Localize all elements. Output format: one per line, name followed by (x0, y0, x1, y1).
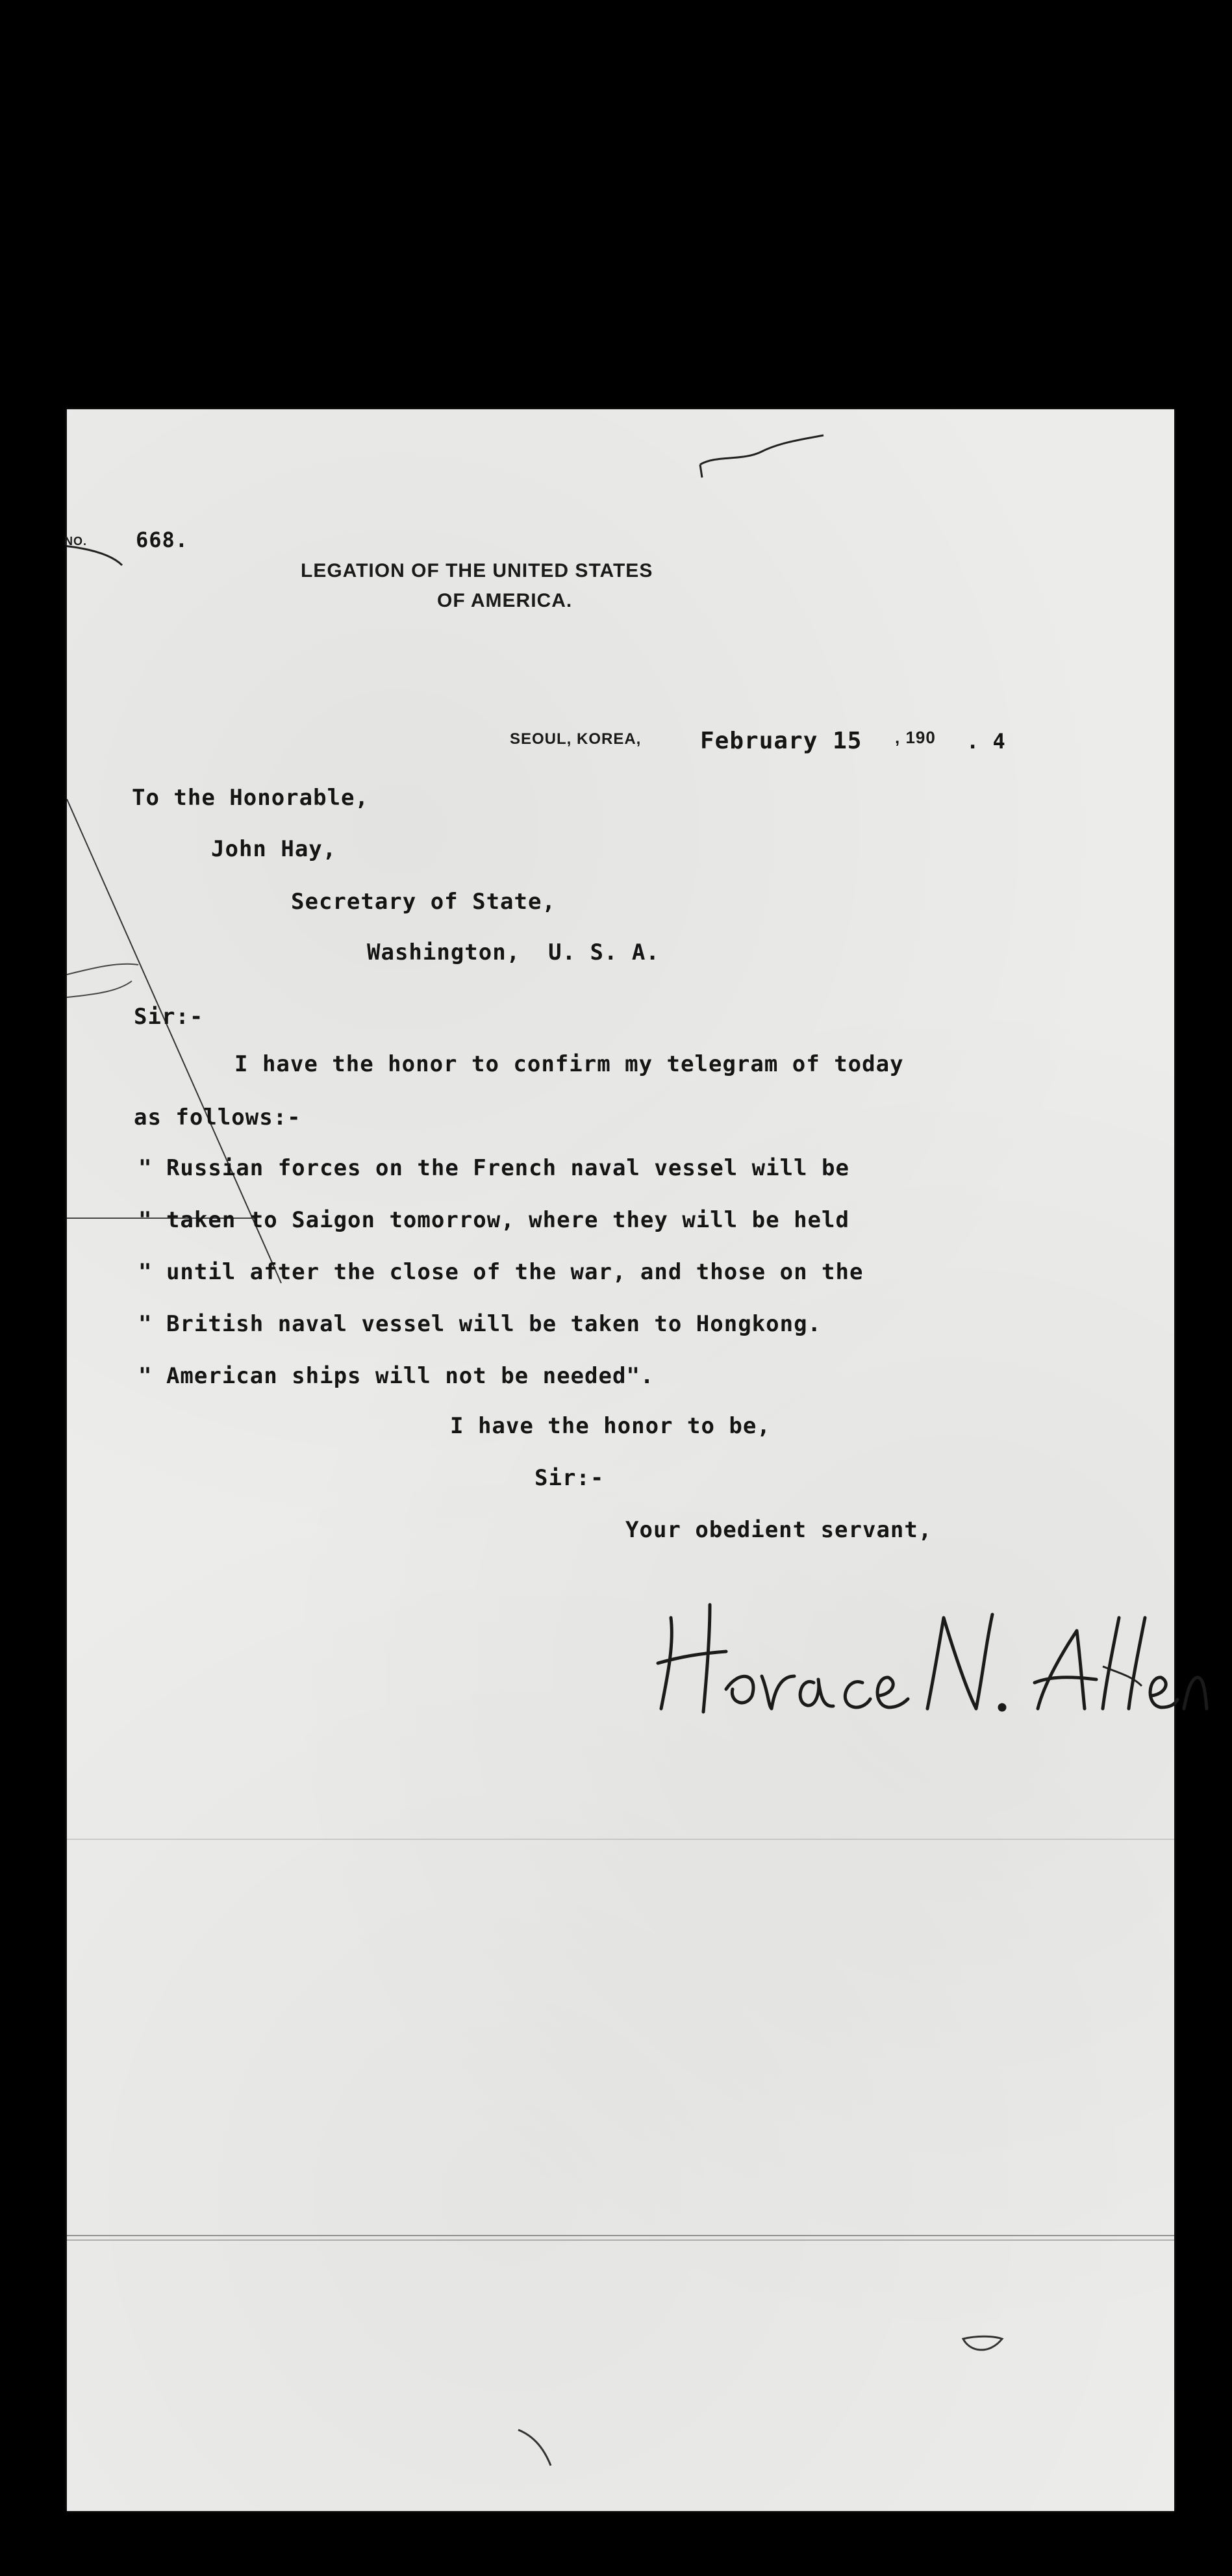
handwritten-signature (648, 1579, 1220, 1735)
quote-line-1: " Russian forces on the French naval vessel will be (138, 1155, 849, 1181)
body-line-1: I have the honor to confirm my telegram of today (234, 1051, 904, 1077)
dateline-year-prefix: , 190 (895, 728, 936, 747)
closing-line-2: Sir:- (534, 1465, 605, 1491)
address-line-3: Secretary of State, (291, 889, 556, 915)
address-line-4: Washington, U. S. A. (367, 939, 660, 965)
address-line-1: To the Honorable, (132, 785, 369, 811)
quote-line-2: " taken to Saigon tomorrow, where they will be held (138, 1207, 849, 1233)
quote-line-4: " British naval vessel will be taken to Hongkong. (138, 1311, 822, 1337)
quote-line-3: " until after the close of the war, and those on the (138, 1259, 864, 1285)
stray-pen-marks (67, 409, 1174, 2511)
quote-line-5: " American ships will not be needed". (138, 1363, 655, 1389)
legation-heading-line1: LEGATION OF THE UNITED STATES (301, 560, 653, 581)
legation-heading-line2: OF AMERICA. (437, 590, 573, 611)
dateline-date: February 15 (700, 728, 862, 754)
dateline-place: SEOUL, KOREA, (510, 730, 642, 748)
closing-line-1: I have the honor to be, (450, 1413, 771, 1439)
document-number: 668. (136, 528, 189, 552)
dateline-year-suffix: . 4 (966, 729, 1006, 754)
address-line-2: John Hay, (211, 836, 337, 862)
letter-page (64, 409, 1174, 2511)
salutation: Sir:- (134, 1004, 204, 1030)
closing-line-3: Your obedient servant, (625, 1517, 933, 1543)
body-line-2: as follows:- (134, 1104, 301, 1130)
no-label: NO. (64, 535, 88, 548)
